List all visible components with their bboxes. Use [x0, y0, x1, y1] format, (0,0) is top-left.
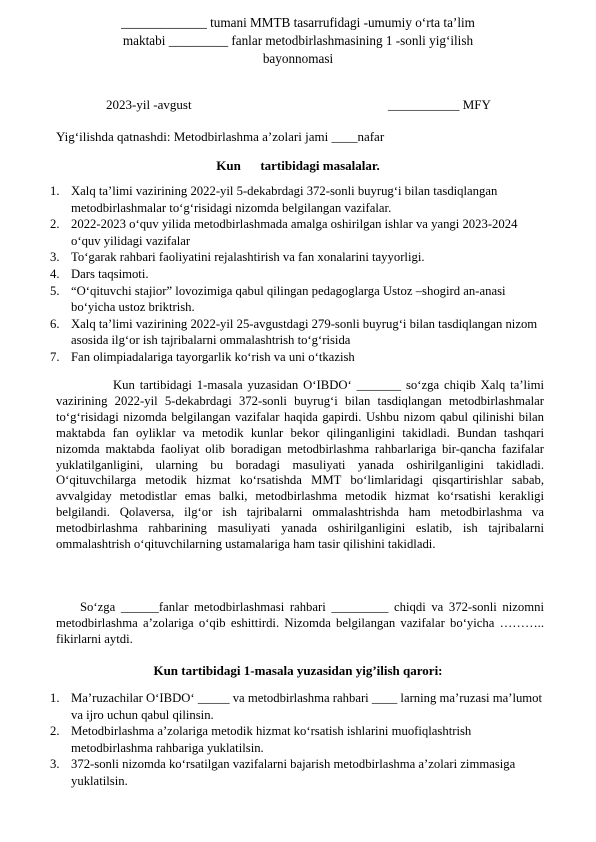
decision-item: 1. Ma’ruzachilar O‘IBDO‘ _____ va metodbirlashma rahbari ____ larning ma’ruzasi ma’lumot va ijro uchun qabul qilinsin. [50, 691, 543, 722]
decision-title: Kun tartibidagi 1-masala yuzasidan yig’ilish qarori: [153, 663, 443, 678]
meeting-date: 2023-yil -avgust [106, 97, 192, 112]
agenda-item: 2. 2022-2023 o‘quv yilida metodbirlashmada amalga oshirilgan ishlar va yangi 2023-2024 o‘quv yilidagi vazifalar [50, 217, 518, 248]
decision-item: 2. Metodbirlashma a’zolariga metodik hizmat ko‘rsatish ishlarini muofiqlashtrish metodbirlashma rahbariga yuklatilsin. [50, 724, 472, 755]
agenda-item: 4. Dars taqsimoti. [50, 266, 149, 281]
meeting-place: ___________ MFY [388, 97, 491, 112]
attendance-line: Yig‘ilishda qatnashdi: Metodbirlashma a’zolari jami ____nafar [56, 129, 385, 144]
decision-list [50, 690, 550, 790]
agenda-item: 5. “O‘qituvchi stajior” lovozimiga qabul qilingan pedagoglarga Ustoz –shogird an-anasi bo‘yicha ustoz briktrish. [50, 283, 506, 315]
agenda-item: 1. Xalq ta’limi vazirining 2022-yil 5-dekabrdagi 372-sonli buyrug‘i bilan tasdiqlangan metodbirlashmalar to‘g‘risidagi nizomda belgilangan vazifalar. [50, 184, 498, 215]
agenda-item: 3. To‘garak rahbari faoliyatini rejalashtirish va fan xonalarini tayyorligi. [50, 250, 425, 265]
decision-item: 3. 372-sonli nizomda ko‘rsatilgan vazifalarni bajarish metodbirlashma a’zolari zimmasiga yuklatilsin. [50, 757, 516, 788]
agenda-item: 6. Xalq ta’limi vazirining 2022-yil 25-avgustdagi 279-sonli buyrug‘i bilan tasdiqlangan nizom asosida ilg‘or ish tajribalarni ommalashtrish to‘g‘risida [50, 316, 538, 348]
agenda-item: 7. Fan olimpiadalariga tayorgarlik ko‘rish va uni o‘tkazish [50, 349, 355, 364]
header-line-3: bayonnomasi [262, 51, 334, 66]
paragraph-1: Kun tartibidagi 1-masala yuzasidan O‘IBDO‘ _______ so‘zga chiqib Xalq ta’limi vazirining 2022-yil 5-dekabrdagi 372-sonli buyrug‘i bilan tasdiqlangan metodbirlashmalar to‘g‘risidagi nizomda belgilangan vazifalar haqida gapirdi. Ushbu nizom qabul qilinishi bilan maktabda fan oyliklar va metodik kunlar bekor qilinganligini takidladi. Bundan tashqari nizomda maktabda faoliyat olib boradigan metodbirlashma rahbarlariga bir-qancha fazifalar yuklatilganligini, ularning bu boradagi masuliyati yanada oshirilganligini takidladi. O‘qituvchilarga metodik hizmat ko‘rsatishda MMT bo‘limlaridagi qisqartirishlar sabab, avvalgiday metodistlar emas balki, metodbirlashma metodik hizmat ko‘rsatishi kerakligi belgilandi. Qolaversa, ilg‘or ish tajribalarni ommalashtrishda ham metodbirlashma va metodbirlashma rahbarining masuliyati yanada oshirilganligini eslatib, ish tajribalarni ommalashtrish o‘qituvchilarning ustamalariga ham tasir qilishini takidladi. [56, 378, 544, 552]
paragraph-2: So‘zga ______fanlar metodbirlashmasi rahbari _________ chiqdi va 372-sonli nizomni metodbirlashma a’zolariga o‘qib eshittirdi. Nizomda belgilangan vazifalar bo‘yicha ……….. fikirlarni aytdi. [56, 600, 544, 646]
header-line-2: maktabi _________ fanlar metodbirlashmasining 1 -sonli yig‘ilish [122, 33, 474, 48]
agenda-list [50, 183, 550, 366]
agenda-title: Kun tartibidagi masalalar. [216, 158, 380, 173]
header-line-1: _____________ tumani MMTB tasarrufidagi -umumiy o‘rta ta’lim [121, 15, 475, 30]
